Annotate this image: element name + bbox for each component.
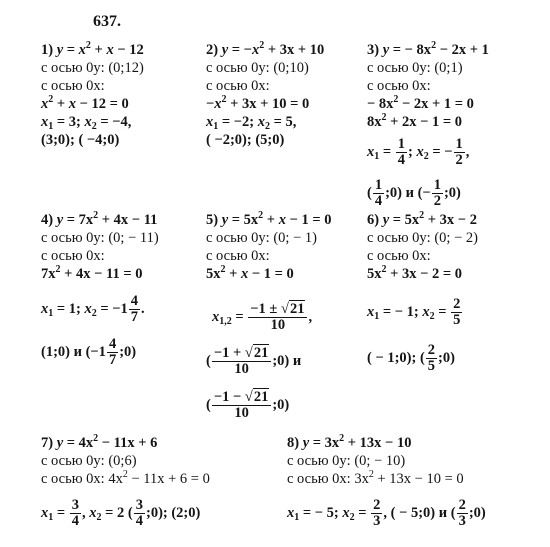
p6-points: ( − 1;0); ( $\frac{2}{5}$ ;0): [367, 342, 455, 375]
p5-points-2: ( $\frac{-1 - √21}{10}$ ;0): [206, 389, 290, 422]
p8-roots: $x_1$ = − 5; $x_2$ = $\frac{2}{3}$ , ( − 5;0) и ( $\frac{2}{3}$ ;0): [287, 497, 486, 530]
p6-roots: $x_1$ = − 1; $x_2$ = $\frac{2}{5}$: [367, 296, 461, 329]
p1-points: (3;0); ( −4;0): [41, 132, 120, 148]
p5-oy: с осью 0y: (0; − 1): [206, 230, 317, 246]
p5-ox: с осью 0x:: [206, 248, 270, 264]
p4-ox: с осью 0x:: [41, 248, 105, 264]
p6-eq: $5x^2 + 3x - 2 = 0$: [367, 264, 463, 282]
p3-head: 3) y = − $8x^2 - 2x + 1$: [367, 40, 489, 58]
p2-points: ( −2;0); (5;0): [206, 132, 285, 148]
p2-oy: с осью 0y: (0;10): [206, 60, 309, 76]
p7-roots: $x_1$ = $\frac{3}{4}$ , $x_2 = 2$ ( $\frac{3}{4}$ ;0); (2;0): [41, 497, 201, 530]
p5-points-1: ( $\frac{-1 + √21}{10}$ ;0) и: [206, 345, 302, 378]
p3-points: ( $\frac{1}{4}$ ;0) и (− $\frac{1}{2}$ ;0): [367, 177, 461, 210]
p1-ox: с осью 0x:: [41, 78, 105, 94]
p2-roots: $x_1 = -2$; $x_2 = 5$,: [206, 114, 297, 132]
p5-eq: $5x^2 + x - 1 = 0$: [206, 264, 294, 282]
p5-roots: $x_{1,2}$ = $\frac{-1 \pm √21}{10}$ ,: [212, 301, 313, 334]
p3-eq1: − $8x^2 - 2x + 1 = 0$: [367, 94, 474, 112]
p3-ox: с осью 0x:: [367, 78, 431, 94]
p1-head: 1) $y = x^2 + x - 12$: [41, 40, 144, 58]
p3-eq2: $8x^2 + 2x - 1 = 0$: [367, 112, 463, 130]
p8-head: 8) $y = 3x^2 + 13x - 10$: [287, 433, 412, 451]
problem-number: 637.: [93, 13, 121, 30]
p4-roots: $x_1 = 1$; $x_2 = -1$ $\frac{4}{7}$ .: [41, 293, 145, 326]
p6-ox: с осью 0x:: [367, 248, 431, 264]
p7-head: 7) $y = 4x^2 - 11x + 6$: [41, 433, 158, 451]
p1-roots: $x_1 = 3$; $x_2 = -4$,: [41, 114, 132, 132]
p3-roots: $x_1$ = $\frac{1}{4}$ ; $x_2$ = − $\frac{1}{2}$ ,: [367, 136, 470, 169]
p5-head: 5) $y = 5x^2 + x - 1 = 0$: [206, 210, 332, 228]
p8-oy: с осью 0y: (0; − 10): [287, 453, 406, 469]
p8-ox: с осью 0x: $3x^2 + 13x - 10 = 0$: [287, 469, 464, 487]
p4-points: (1;0) и (−1 $\frac{4}{7}$ ;0): [41, 336, 137, 369]
p4-oy: с осью 0y: (0; − 11): [41, 230, 159, 246]
p4-eq: $7x^2 + 4x - 11 = 0$: [41, 264, 143, 282]
p6-head: 6) $y = 5x^2 + 3x - 2$: [367, 210, 477, 228]
p3-oy: с осью 0y: (0;1): [367, 60, 463, 76]
p2-eq: $-x^2 + 3x + 10 = 0$: [206, 94, 310, 112]
p7-ox: с осью 0x: $4x^2 - 11x + 6 = 0$: [41, 469, 210, 487]
p1-oy: с осью 0y: (0;12): [41, 60, 144, 76]
p7-oy: с осью 0y: (0;6): [41, 453, 137, 469]
p6-oy: с осью 0y: (0; − 2): [367, 230, 478, 246]
p4-head: 4) $y = 7x^2 + 4x - 11$: [41, 210, 158, 228]
p1-eq: $x^2 + x - 12 = 0$: [41, 94, 129, 112]
p2-ox: с осью 0x:: [206, 78, 270, 94]
p2-head: 2) $y = -x^2 + 3x + 10$: [206, 40, 325, 58]
